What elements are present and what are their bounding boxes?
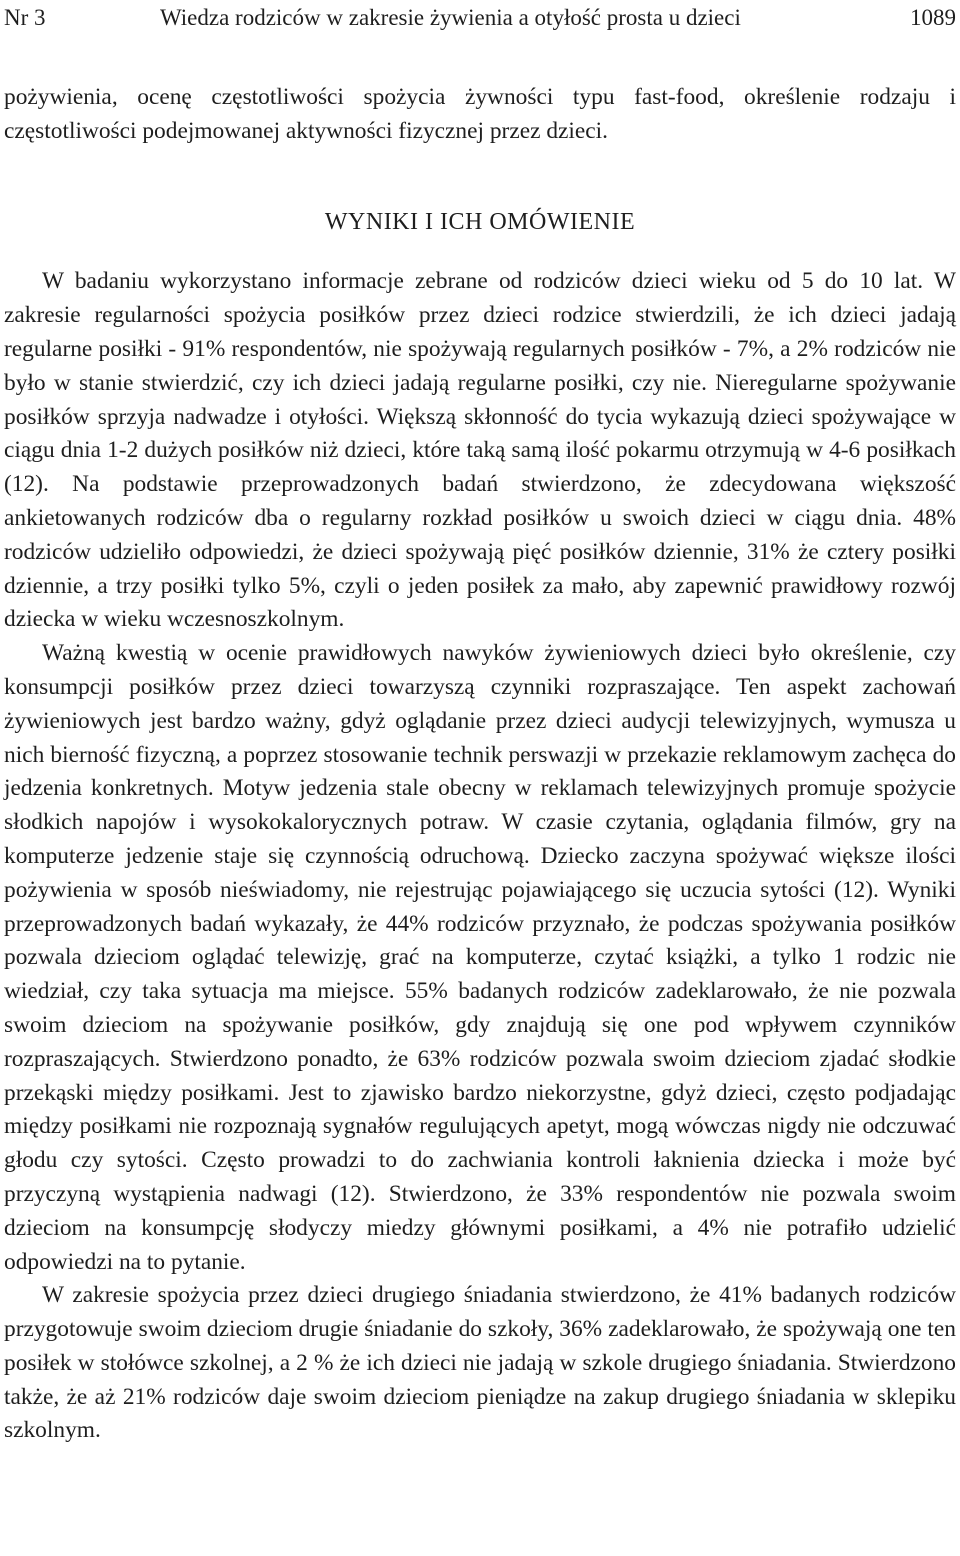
paragraph-results-regularity: W badaniu wykorzystano informacje zebrane od rodziców dzieci wieku od 5 do 10 lat. W zakresie regularności spożycia posiłków przez dzieci rodzice stwierdzili, że ich dzieci jadają regularne posiłki - 91% respondentów, nie spożywają regularnych posiłków - 7%, a 2% rodziców nie było w stanie stwierdzić, czy ich dzieci jadają regularne posiłki, czy nie. Nieregularne spożywanie posiłków sprzyja nadwadze i otyłości. Większą skłonność do tycia wykazują dzieci spożywające w ciągu dnia 1-2 dużych posiłków niż dzieci, które taką samą ilość pokarmu otrzymują w 4-6 posiłkach (12). Na podstawie przeprowadzonych badań stwierdzono, że zdecydowana większość ankietowanych rodziców dba o regularny rozkład posiłków u swoich dzieci w ciągu dnia. 48% rodziców udzieliło odpowiedzi, że dzieci spożywają pięć posiłków dziennie, 31% że cztery posiłki dziennie, a trzy posiłki tylko 5%, czyli o jeden posiłek za mało, aby zapewnić prawidłowy rozwój dziecka w wieku wczesnoszkolnym. bbox=[4, 268, 956, 633]
issue-number: Nr 3 bbox=[4, 5, 46, 30]
paragraph-distractions: Ważną kwestią w ocenie prawidłowych nawyków żywieniowych dzieci było określenie, czy konsumpcji posiłków przez dzieci towarzyszą czynniki rozpraszające. Ten aspekt zachowań żywieniowych jest bardzo ważny, gdyż oglądanie przez dzieci audycji telewizyjnych, wymusza u nich bierność fizyczną, a poprzez stosowanie technik perswazji w przekazie reklamowym zachęca do jedzenia konkretnych. Motyw jedzenia stale obecny w reklamach telewizyjnych promuje spożycie słodkich napojów i wysokokalorycznych potraw. W czasie czytania, oglądania filmów, gry na komputerze jedzenie staje się czynnością odruchową. Dziecko zaczyna spożywać większe ilości pożywienia w sposób nieświadomy, nie rejestrując pojawiającego się uczucia sytości (12). Wyniki przeprowadzonych badań wykazały, że 44% rodziców przyznało, że podczas spożywania posiłków pozwala dzieciom oglądać telewizję, grać na komputerze, czytać książki, a tylko 1 rodzic nie wiedział, czy taka sytuacja ma miejsce. 55% badanych rodziców zadeklarowało, że nie pozwala swoim dzieciom na spożywanie posiłków, gdy znajdują się one pod wpływem czynników rozpraszających. Stwierdzono ponadto, że 63% rodziców pozwala swoim dzieciom zjadać słodkie przekąski między posiłkami. Jest to zjawisko bardzo niekorzystne, gdyż dzieci, często podjadając między posiłkami nie rozpoznają sygnałów regulujących apetyt, mogą wówczas nigdy nie odczuwać głodu czy sytości. Często prowadzi to do zachwiania kontroli łaknienia dziecka i może być przyczyną wystąpienia nadwagi (12). Stwierdzono, że 33% respondentów nie pozwala swoim dzieciom na konsumpcję słodyczy miedzy głównymi posiłkami, a 4% nie potrafiło udzielić odpowiedzi na to pytanie. bbox=[4, 640, 956, 1275]
running-header bbox=[0, 0, 960, 36]
body-text bbox=[4, 81, 956, 1448]
section-heading: WYNIKI I ICH OMÓWIENIE bbox=[324, 208, 636, 235]
page-number: 1089 bbox=[910, 5, 956, 30]
running-title: Wiedza rodziców w zakresie żywienia a otyłość prosta u dzieci bbox=[160, 5, 741, 30]
paragraph-second-breakfast: W zakresie spożycia przez dzieci drugiego śniadania stwierdzono, że 41% badanych rodziców przygotowuje swoim dzieciom drugie śniadanie do szkoły, 36% zadeklarowało, że spożywają one ten posiłek w stołówce szkolnej, a 2 % że ich dzieci nie jadają w szkole drugiego śniadania. Stwierdzono także, że aż 21% rodziców daje swoim dzieciom pieniądze na zakup drugiego śniadania w sklepiku szkolnym. bbox=[4, 1282, 956, 1444]
intro-paragraph: pożywienia, ocenę częstotliwości spożycia żywności typu fast-food, określenie rodzaju i częstotliwości podejmowanej aktywności fizycznej przez dzieci. bbox=[4, 84, 956, 144]
